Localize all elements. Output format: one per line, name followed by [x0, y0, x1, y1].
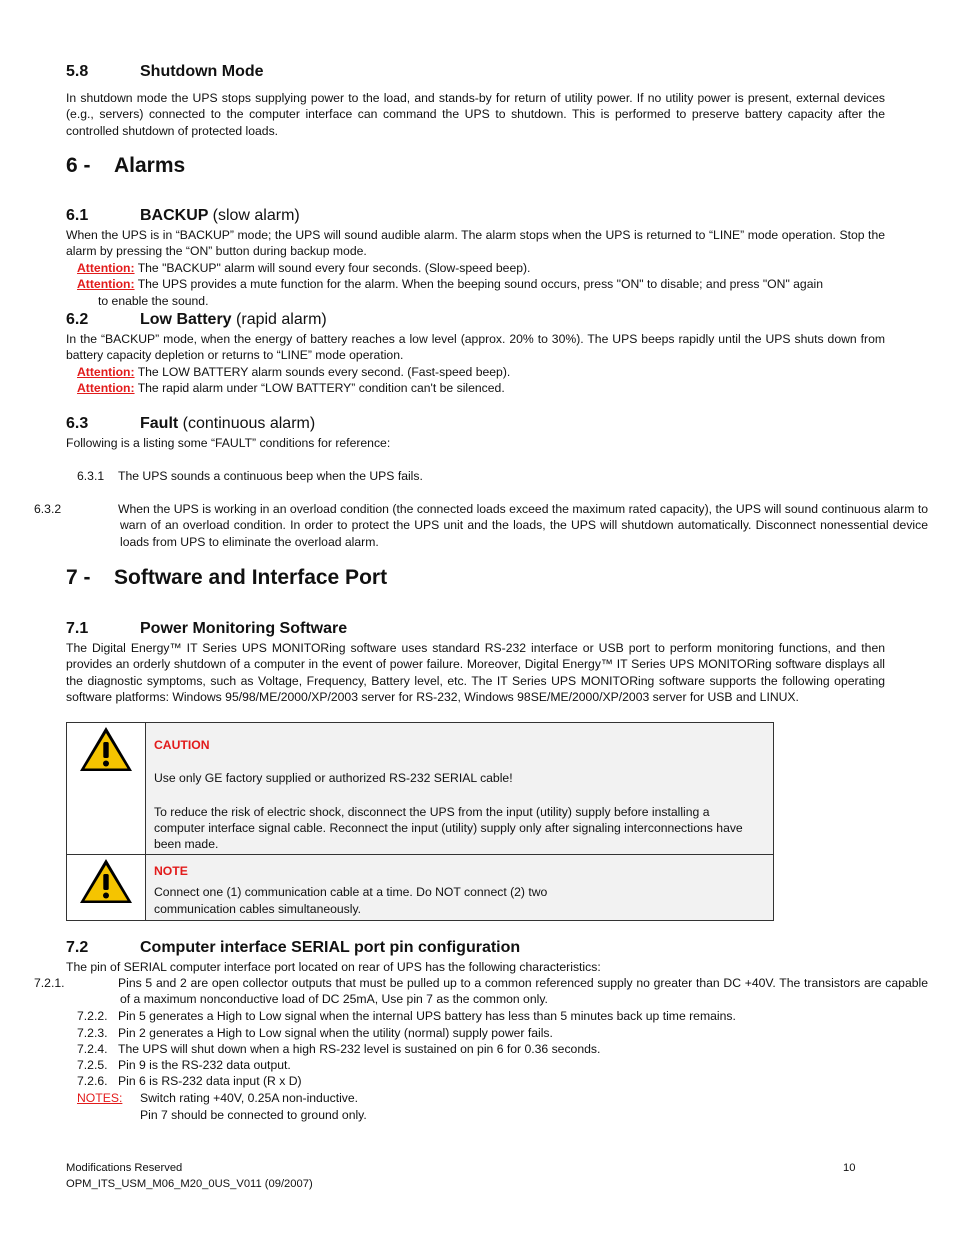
- chapter-7-heading: [66, 565, 387, 591]
- section-number: 7.2: [66, 939, 89, 956]
- section-number: 6.1: [66, 207, 89, 224]
- attention-label: Attention:: [77, 381, 135, 395]
- caution-line: Use only GE factory supplied or authorized RS-232 SERIAL cable!: [154, 771, 513, 786]
- section-6-3-heading: [66, 414, 315, 434]
- item-number: 7.2.6.: [77, 1074, 108, 1088]
- attention-label: Attention:: [77, 261, 135, 275]
- footer-modifications: Modifications Reserved: [66, 1162, 183, 1174]
- chapter-title: Alarms: [114, 154, 186, 177]
- section-6-2-heading: [66, 310, 327, 330]
- note-line: communication cables simultaneously.: [154, 901, 362, 916]
- section-subtitle: (continuous alarm): [182, 415, 316, 432]
- caution-line: To reduce the risk of electric shock, disconnect the UPS from the input (utility) supply before installing a computer interface signal cable. Reconnect the input (utility) supply only after signaling interconnections have been made.: [154, 804, 743, 852]
- attention-text-continued: to enable the sound.: [98, 294, 209, 308]
- warning-triangle-icon: [77, 724, 135, 774]
- section-number: 6.2: [66, 311, 89, 328]
- section-7-1-body: The Digital Energy™ IT Series UPS MONITORing software uses standard RS-232 interface or USB port to perform monitoring functions, and then provides an orderly shutdown of a computer in the event of power failure. Moreover, Digital Energy™ IT Series UPS MONITORing software displays all the diagnostic symptoms, such as Voltage, Frequency, Battery level, etc. The IT Series UPS MONITORing software supports the following operating software platforms: Windows 95/98/ME/2000/XP/2003 server for RS-232, Windows 98SE/ME/2000/XP/2003 server for USB and LINUX.: [66, 641, 885, 704]
- section-title: Low Battery: [140, 311, 232, 328]
- item-text: When the UPS is working in an overload condition (the connected loads exceed the maximum rated capacity), the UPS will sound continuous alarm to warn of an overload condition. In order to protect the UPS unit and the loads, the UPS will shutdown automatically. Disconnect nonessential device loads from UPS to eliminate the overload alarm.: [118, 502, 928, 549]
- item-text: The UPS will shut down when a high RS-232 level is sustained on pin 6 for 0.36 seconds.: [118, 1042, 601, 1056]
- section-6-1-body: When the UPS is in “BACKUP” mode; the UPS will sound audible alarm. The alarm stops when the UPS is returned to “LINE” mode operation. Stop the alarm by pressing the “ON” button during backup mode.: [66, 228, 885, 259]
- attention-note: [77, 260, 885, 276]
- item-text: The UPS sounds a continuous beep when the UPS fails.: [118, 469, 423, 483]
- attention-label: Attention:: [77, 277, 135, 291]
- section-number: 7.1: [66, 620, 89, 637]
- attention-note: [77, 364, 885, 380]
- caution-text-cell: [146, 723, 774, 855]
- section-number: 6.3: [66, 415, 89, 432]
- caution-note-table: [66, 722, 774, 921]
- pin-list-item: [77, 1041, 885, 1057]
- note-text: Switch rating +40V, 0.25A non-inductive.: [140, 1091, 359, 1105]
- note-title: NOTE: [154, 864, 188, 878]
- chapter-title: Software and Interface Port: [114, 566, 388, 589]
- section-subtitle: (slow alarm): [212, 207, 300, 224]
- section-6-2-body: In the “BACKUP” mode, when the energy of battery reaches a low level (approx. 20% to 30%). The UPS beeps rapidly until the UPS shuts down from battery capacity depletion or returns to “LINE” mode operation.: [66, 332, 885, 363]
- item-number: 7.2.2.: [77, 1009, 108, 1023]
- item-number: 7.2.4.: [77, 1042, 108, 1056]
- notes-label: NOTES:: [77, 1091, 123, 1105]
- attention-note: [77, 276, 885, 292]
- chapter-number: 6 -: [66, 154, 91, 177]
- section-7-2-body: The pin of SERIAL computer interface port located on rear of UPS has the following characteristics:: [66, 960, 601, 974]
- caution-title: CAUTION: [154, 738, 210, 752]
- item-number: 7.2.5.: [77, 1058, 108, 1072]
- section-number: 5.8: [66, 63, 89, 80]
- attention-label: Attention:: [77, 365, 135, 379]
- item-text: Pin 6 is RS-232 data input (R x D): [118, 1074, 302, 1088]
- section-title: Computer interface SERIAL port pin configuration: [140, 939, 521, 956]
- pin-list-item: [77, 1073, 885, 1089]
- item-text: Pins 5 and 2 are open collector outputs that must be pulled up to a common referenced supply no greater than DC +40V. The transistors are capable of a maximum nonconductive load of DC 25mA, Use pin 7 as the common only.: [118, 976, 928, 1007]
- footer-document-id: OPM_ITS_USM_M06_M20_0US_V011 (09/2007): [66, 1178, 313, 1190]
- item-number: 7.2.3.: [77, 1026, 108, 1040]
- item-text: Pin 9 is the RS-232 data output.: [118, 1058, 291, 1072]
- section-title: Power Monitoring Software: [140, 620, 348, 637]
- pin-list-item: [34, 975, 928, 1008]
- pin-list-item: [77, 1008, 885, 1024]
- list-item: [77, 468, 885, 484]
- section-title: Shutdown Mode: [140, 63, 264, 80]
- warning-triangle-icon: [77, 856, 135, 906]
- section-title: Fault: [140, 415, 179, 432]
- note-text: Pin 7 should be connected to ground only.: [140, 1108, 367, 1122]
- note-icon-cell: [67, 855, 146, 921]
- page-number: 10: [843, 1162, 856, 1174]
- list-item: [34, 501, 928, 550]
- chapter-number: 7 -: [66, 566, 91, 589]
- chapter-6-heading: [66, 153, 185, 179]
- section-7-1-heading: [66, 619, 347, 639]
- item-text: Pin 2 generates a High to Low signal when the utility (normal) supply power fails.: [118, 1026, 553, 1040]
- pin-list-item: [77, 1057, 885, 1073]
- item-number: 6.3.1: [77, 469, 105, 483]
- section-subtitle: (rapid alarm): [236, 311, 327, 328]
- attention-text: The rapid alarm under “LOW BATTERY” condition can't be silenced.: [134, 381, 505, 395]
- caution-icon-cell: [67, 723, 146, 855]
- item-number: 7.2.1.: [34, 976, 65, 990]
- note-text-cell: [146, 855, 774, 921]
- section-5-8-heading: [66, 62, 264, 82]
- item-number: 6.3.2: [34, 502, 62, 516]
- attention-text: The UPS provides a mute function for the alarm. When the beeping sound occurs, press "ON" to disable; and press "ON" again: [134, 277, 823, 291]
- section-6-1-heading: [66, 206, 300, 226]
- section-title: BACKUP: [140, 207, 209, 224]
- pin-list-item: [77, 1025, 885, 1041]
- attention-text: The "BACKUP" alarm will sound every four seconds. (Slow-speed beep).: [134, 261, 531, 275]
- attention-note: [77, 380, 885, 396]
- attention-text: The LOW BATTERY alarm sounds every second. (Fast-speed beep).: [134, 365, 511, 379]
- note-line: Connect one (1) communication cable at a time. Do NOT connect (2) two: [154, 885, 548, 900]
- section-5-8-body: In shutdown mode the UPS stops supplying power to the load, and stands-by for return of utility power. If no utility power is present, external devices (e.g., servers) connected to the computer interface can command the UPS to shutdown. This is performed to preserve battery capacity after the controlled shutdown of protected loads.: [66, 91, 885, 138]
- section-7-2-heading: [66, 938, 520, 958]
- section-6-3-body: Following is a listing some “FAULT” conditions for reference:: [66, 436, 391, 450]
- item-text: Pin 5 generates a High to Low signal when the internal UPS battery has less than 5 minutes back up time remains.: [118, 1009, 736, 1023]
- notes-row: [77, 1090, 358, 1106]
